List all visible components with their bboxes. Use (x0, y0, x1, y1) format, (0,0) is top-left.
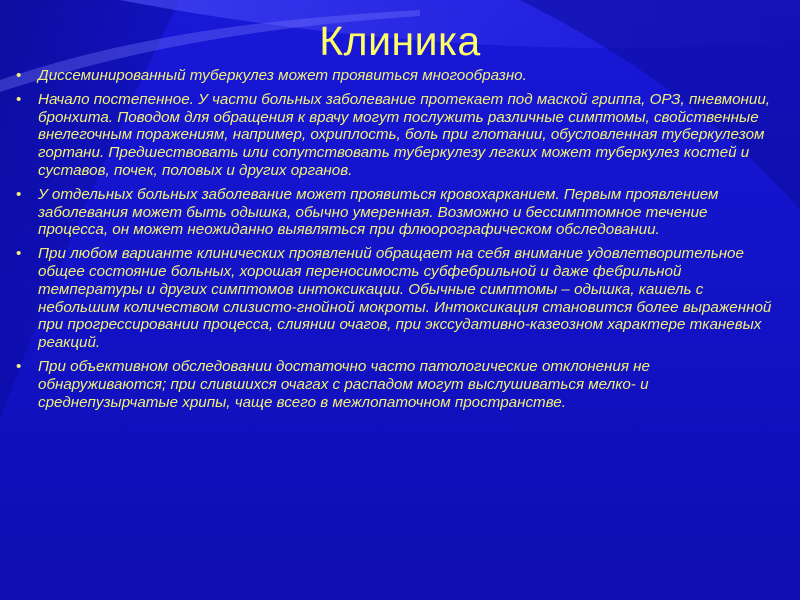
list-item-text: Диссеминированный туберкулез может проявиться многообразно. (38, 67, 527, 84)
list-item-text: Начало постепенное. У части больных заболевание протекает под маской гриппа, ОРЗ, пневмонии, бронхита. Поводом для обращения к врачу могут послужить различные симптомы, свойственные внелегочным поражениям, например, охриплость, боль при глотании, обусловленная туберкулезом гортани. Предшествовать или сопутствовать туберкулезу легких может туберкулез костей и суставов, почек, половых и других органов. (38, 90, 771, 179)
list-item (14, 245, 776, 352)
bullet-list (14, 67, 776, 417)
list-item (14, 358, 776, 411)
list-item-text: У отдельных больных заболевание может проявиться кровохарканием. Первым проявлением заболевания может быть одышка, обычно умеренная. Возможно и бессимптомное течение процесса, он может неожиданно выявляться при флюорографическом обследовании. (38, 185, 719, 239)
list-item (14, 91, 776, 180)
list-item-text: При объективном обследовании достаточно часто патологические отклонения не обнаруживаются; при слившихся очагах с распадом могут выслушиваться мелко- и среднепузырчатые хрипы, чаще всего в межлопаточном пространстве. (38, 357, 650, 411)
slide-title: Клиника (319, 18, 481, 64)
bullet-icon: • (16, 245, 22, 263)
bullet-icon: • (16, 90, 22, 108)
bullet-icon: • (16, 185, 22, 203)
bullet-icon: • (16, 67, 22, 84)
bullet-icon: • (16, 357, 22, 375)
list-item-text: При любом варианте клинических проявлений обращает на себя внимание удовлетворительное общее состояние больных, хорошая переносимость субфебрильной и даже фебрильной температуры и других симптомов интоксикации. Обычные симптомы – одышка, кашель с небольшим количеством слизисто-гнойной мокроты. Интоксикация становится более выраженной при прогрессировании процесса, слиянии очагов, при экссудативно-казеозном характере тканевых реакций. (38, 245, 772, 352)
list-item (14, 67, 776, 85)
list-item (14, 186, 776, 239)
